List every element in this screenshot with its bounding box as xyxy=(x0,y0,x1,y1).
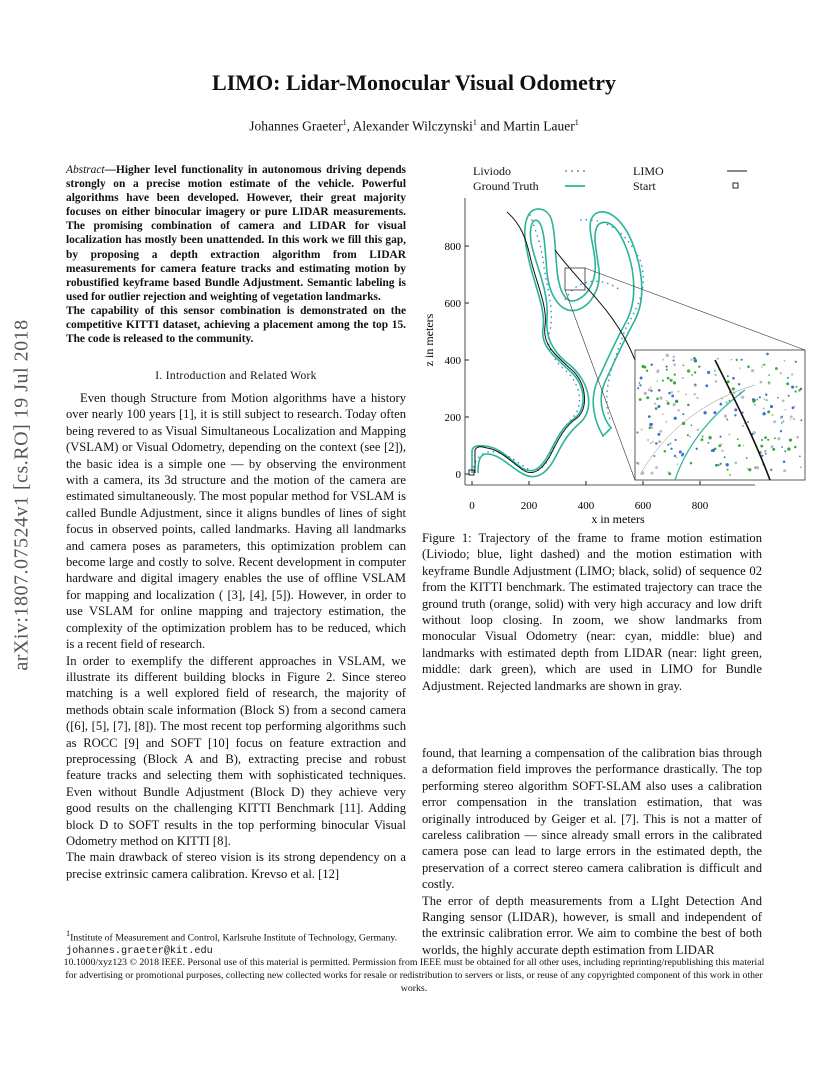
landmark-point xyxy=(721,450,723,452)
legend-label-liviodo: Liviodo xyxy=(473,164,511,178)
x-ticks xyxy=(472,481,700,485)
landmark-point xyxy=(767,410,770,413)
landmark-point xyxy=(655,442,657,444)
landmark-point xyxy=(734,408,737,411)
landmark-point xyxy=(775,367,778,370)
landmark-point xyxy=(761,366,763,368)
landmark-point xyxy=(764,450,767,453)
landmark-point xyxy=(713,411,716,414)
y-ticks xyxy=(465,246,469,474)
landmark-point xyxy=(673,359,675,361)
landmark-point xyxy=(772,448,775,451)
landmark-point xyxy=(796,436,799,439)
landmark-point xyxy=(641,471,644,474)
landmark-point xyxy=(642,365,645,368)
landmark-point xyxy=(736,359,738,361)
landmark-point xyxy=(649,426,652,429)
landmark-point xyxy=(695,384,697,386)
landmark-point xyxy=(777,437,780,440)
paragraph: The main drawback of stereo vision is its strong dependency on a precise extrinsic camera calibration. Krevso et al. [12] xyxy=(66,850,406,881)
landmark-point xyxy=(777,397,779,399)
landmark-point xyxy=(687,369,690,372)
liviodo-trajectory xyxy=(472,212,643,473)
landmark-point xyxy=(673,403,676,406)
landmark-point xyxy=(728,434,730,436)
landmark-point xyxy=(670,443,672,445)
y-tick-label: 200 xyxy=(444,412,461,424)
legend-label-limo: LIMO xyxy=(633,164,664,178)
landmark-point xyxy=(708,442,710,444)
landmark-point xyxy=(659,396,662,399)
legend-swatch-start xyxy=(733,183,738,188)
x-tick-label: 0 xyxy=(469,500,475,512)
landmark-point xyxy=(640,377,643,380)
landmark-point xyxy=(767,439,769,441)
landmark-point xyxy=(702,436,704,438)
landmark-point xyxy=(783,360,785,362)
landmark-point xyxy=(674,373,676,375)
landmark-point xyxy=(790,415,793,418)
landmark-point xyxy=(781,416,783,418)
landmark-point xyxy=(715,380,718,383)
landmark-point xyxy=(732,377,735,380)
landmark-point xyxy=(696,397,698,399)
landmark-point xyxy=(652,441,654,443)
abstract-text-2: The capability of this sensor combination is demonstrated on the competitive KITTI dataset, achieving a placement among the top 15. The code is released to the community. xyxy=(66,304,406,346)
author-affiliation-mark: 1 xyxy=(342,118,347,127)
landmark-point xyxy=(789,419,791,421)
landmark-point xyxy=(662,380,664,382)
y-tick-label: 400 xyxy=(444,355,461,367)
landmark-point xyxy=(720,443,722,445)
landmark-point xyxy=(665,421,667,423)
body-right-column xyxy=(422,745,762,958)
landmark-point xyxy=(748,468,751,471)
landmark-point xyxy=(681,454,683,456)
author-affiliation-mark: 1 xyxy=(472,118,477,127)
landmark-point xyxy=(676,401,678,403)
x-tick-label: 600 xyxy=(634,500,652,512)
landmark-point xyxy=(770,405,773,408)
landmark-point xyxy=(679,451,682,454)
landmark-point xyxy=(787,377,789,379)
landmark-point xyxy=(734,414,736,416)
x-tick-label: 200 xyxy=(520,500,538,512)
landmark-point xyxy=(648,415,651,418)
landmark-point xyxy=(754,404,756,406)
landmark-point xyxy=(691,374,693,376)
landmark-point xyxy=(756,399,758,401)
landmark-point xyxy=(785,409,787,411)
landmark-point xyxy=(720,463,722,465)
landmark-point xyxy=(780,372,782,374)
landmark-point xyxy=(676,457,678,459)
x-tick-label: 800 xyxy=(691,500,709,512)
landmark-point xyxy=(783,460,786,463)
landmark-point xyxy=(717,464,719,466)
landmark-point xyxy=(747,421,749,423)
landmark-point xyxy=(656,370,659,373)
landmark-point xyxy=(694,371,696,373)
landmark-point xyxy=(719,403,722,406)
landmark-point xyxy=(662,359,664,361)
landmark-point xyxy=(768,382,770,384)
landmark-point xyxy=(725,401,727,403)
landmark-point xyxy=(746,457,748,459)
landmark-point xyxy=(673,355,676,358)
landmark-point xyxy=(727,375,729,377)
landmark-point xyxy=(787,447,790,450)
landmark-point xyxy=(763,398,765,400)
section-heading: I. Introduction and Related Work xyxy=(155,370,317,382)
landmark-point xyxy=(670,448,672,450)
landmark-point xyxy=(726,418,728,420)
landmark-point xyxy=(770,469,772,471)
y-axis-label: z in meters xyxy=(422,313,436,367)
landmark-point xyxy=(734,461,737,464)
landmark-point xyxy=(707,371,710,374)
landmark-point xyxy=(796,386,798,388)
landmark-point xyxy=(788,395,790,397)
landmark-point xyxy=(731,359,733,361)
y-tick-label: 600 xyxy=(444,298,461,310)
landmark-point xyxy=(650,442,652,444)
landmark-point xyxy=(667,377,670,380)
landmark-point xyxy=(636,462,638,464)
landmark-point xyxy=(694,393,696,395)
landmark-point xyxy=(667,402,670,405)
landmark-point xyxy=(687,434,689,436)
landmark-point xyxy=(697,428,700,431)
landmark-point xyxy=(696,448,698,450)
landmark-point xyxy=(717,358,719,360)
landmark-point xyxy=(662,413,664,415)
landmark-point xyxy=(726,463,729,466)
x-tick-label: 400 xyxy=(577,500,595,512)
landmark-point xyxy=(702,440,704,442)
landmark-point xyxy=(644,392,647,395)
landmark-point xyxy=(747,468,749,470)
landmark-point xyxy=(682,377,684,379)
landmark-point xyxy=(751,369,754,372)
landmark-point xyxy=(651,364,653,366)
landmark-point xyxy=(675,439,677,441)
landmark-point xyxy=(659,430,662,433)
landmark-point xyxy=(756,466,759,469)
landmark-point xyxy=(768,374,770,376)
landmark-point xyxy=(742,425,744,427)
landmark-point xyxy=(781,446,783,448)
landmark-point xyxy=(674,455,676,457)
landmark-point xyxy=(789,439,792,442)
landmark-point xyxy=(780,430,782,432)
landmark-point xyxy=(761,439,763,441)
landmark-point xyxy=(737,438,739,440)
landmark-point xyxy=(641,429,643,431)
paragraph: Even though Structure from Motion algorithms have a history over nearly 100 years [1], it is still subject to research. Today often being revered to as Visual Simultaneous Localization and Mapping (VSLAM) or Visual Odometry, depending on the context (see [2]), the basic idea is a simple one — by observing the environment with a camera, its 3d structure and the motion of the camera are estimated simultaneously. The most popular method for VSLAM is called Bundle Adjustment, since it aligns bundles of lines of sight focus in observed points, called landmarks. Having all landmarks and camera poses as parameters, this optimization problem can become large and costly to solve. Recent development in computer hardware and digital imagery enables the use of offline VSLAM for mapping and localization ( [3], [4], [5]). However, in order to use VSLAM for online mapping and trajectory estimation, the complexity of the optimization problem has to be reduced, which is a recent field of research. xyxy=(66,391,406,652)
landmark-point xyxy=(739,367,741,369)
zoom-source-box xyxy=(565,268,585,290)
landmark-point xyxy=(664,450,667,453)
landmark-point xyxy=(703,411,706,414)
landmark-point xyxy=(766,353,768,355)
landmark-point xyxy=(794,446,797,449)
landmark-point xyxy=(676,463,678,465)
landmark-point xyxy=(671,391,673,393)
landmark-point xyxy=(760,445,763,448)
landmark-point xyxy=(683,365,685,367)
landmark-point xyxy=(690,462,693,465)
landmark-point xyxy=(666,369,668,371)
landmark-point xyxy=(651,472,654,475)
arxiv-id: arXiv:1807.07524v1 [cs.RO] 19 Jul 2018 xyxy=(10,319,33,671)
landmark-point xyxy=(691,424,693,426)
landmark-point xyxy=(685,394,687,396)
landmark-point xyxy=(656,398,659,401)
landmark-point xyxy=(712,449,715,452)
landmark-point xyxy=(793,418,795,420)
landmark-point xyxy=(670,379,673,382)
landmark-point xyxy=(656,381,658,383)
landmark-point xyxy=(766,399,768,401)
landmark-point xyxy=(654,403,656,405)
ground-truth-trajectory xyxy=(472,209,642,477)
landmark-point xyxy=(752,398,755,401)
landmark-point xyxy=(708,436,711,439)
landmark-point xyxy=(795,361,797,363)
landmark-point xyxy=(764,436,767,439)
landmark-point xyxy=(666,366,668,368)
landmark-point xyxy=(677,409,680,412)
landmark-point xyxy=(800,466,802,468)
legend-label-start: Start xyxy=(633,179,656,193)
landmark-point xyxy=(655,407,658,410)
landmark-point xyxy=(639,398,642,401)
landmark-point xyxy=(646,396,649,399)
landmark-point xyxy=(639,384,641,386)
landmark-point xyxy=(690,359,692,361)
landmark-point xyxy=(637,387,639,389)
landmark-point xyxy=(761,364,763,366)
landmark-point xyxy=(742,444,744,446)
landmark-point xyxy=(771,445,774,448)
landmark-point xyxy=(729,474,731,476)
landmark-point xyxy=(738,444,741,447)
landmark-point xyxy=(655,466,658,469)
landmark-point xyxy=(772,414,774,416)
landmark-point xyxy=(798,389,800,391)
landmark-point xyxy=(714,370,716,372)
landmark-point xyxy=(792,406,795,409)
landmark-point xyxy=(657,405,660,408)
abstract-label: Abstract xyxy=(66,164,105,176)
author-name: Alexander Wilczynski xyxy=(352,118,473,134)
landmark-point xyxy=(765,394,767,396)
landmark-point xyxy=(668,392,671,395)
landmark-point xyxy=(747,365,750,368)
landmark-point xyxy=(657,433,660,436)
landmark-point xyxy=(791,386,794,389)
landmark-point xyxy=(763,407,765,409)
paper-title: LIMO: Lidar-Monocular Visual Odometry xyxy=(212,70,616,95)
landmark-point xyxy=(687,404,690,407)
x-axis-label: x in meters xyxy=(591,512,645,526)
landmark-point xyxy=(705,384,708,387)
landmark-point xyxy=(773,420,776,423)
landmark-point xyxy=(783,420,785,422)
landmark-point xyxy=(732,387,735,390)
abstract-text: —Higher level functionality in autonomous driving depends strongly on a precise motion estimate of the vehicle. Powerful algorithms have been developed. However, their great majority focuses on either binocular imagery or pure LIDAR measurements. The promising combination of camera and LIDAR for visual localization has mostly been unattended. In this work we fill this gap, by proposing a depth extraction algorithm from LIDAR measurements for camera feature tracks and estimating motion by robustified keyframe based Bundle Adjustment. Semantic labeling is used for outlier rejection and weighting of vegetation landmarks. xyxy=(66,164,406,303)
landmark-point xyxy=(650,386,652,388)
landmark-point xyxy=(765,453,767,455)
landmark-point xyxy=(794,390,796,392)
y-tick-label: 800 xyxy=(444,241,461,253)
landmark-point xyxy=(760,381,763,384)
landmark-point xyxy=(774,437,776,439)
landmark-point xyxy=(636,431,638,433)
y-tick-label: 0 xyxy=(455,469,461,481)
landmark-point xyxy=(727,469,729,471)
landmark-point xyxy=(719,436,721,438)
landmark-point xyxy=(651,427,653,429)
landmark-point xyxy=(799,455,801,457)
footnote-mark: 1 xyxy=(66,929,71,938)
landmark-point xyxy=(782,399,785,402)
landmark-point xyxy=(666,354,669,357)
landmark-point xyxy=(649,423,652,426)
trajectories xyxy=(469,209,659,477)
footnote-text: Institute of Measurement and Control, Karlsruhe Institute of Technology, Germany. xyxy=(70,932,398,944)
landmark-point xyxy=(763,364,765,366)
landmark-point xyxy=(639,382,641,384)
landmark-point xyxy=(678,390,680,392)
landmark-point xyxy=(648,389,651,392)
landmark-point xyxy=(715,464,718,467)
landmark-point xyxy=(689,436,691,438)
landmark-point xyxy=(646,370,648,372)
legend xyxy=(473,164,747,193)
landmark-point xyxy=(738,383,740,385)
footnote xyxy=(66,927,406,958)
landmark-point xyxy=(693,357,696,360)
landmark-point xyxy=(698,365,700,367)
legend-label-ground-truth: Ground Truth xyxy=(473,179,539,193)
paragraph: In order to exemplify the different approaches in VSLAM, we illustrate its different building blocks in Figure 2. Since stereo matching is a well explored field of research, the majority of methods obtain scale information (Block S) from a second camera ([6], [5], [7], [8]). The most recent top performing algorithms such as ROCC [9] and SOFT [10] focus on feature extraction and preprocessing (Block A and B), extracting precise and robust feature tracks and selecting them with sophisticated techniques. Even without Bundle Adjustment (Block D) they achieve very good results on the challenging KITTI Benchmark [11]. Adding block D to SOFT results in the top performing binocular Visual Odometry method on KITTI [8]. xyxy=(66,653,406,848)
landmark-point xyxy=(673,363,676,366)
landmark-point xyxy=(783,469,786,472)
landmark-point xyxy=(759,396,761,398)
landmark-point xyxy=(674,417,677,420)
landmark-point xyxy=(800,419,802,421)
paragraph: found, that learning a compensation of the calibration bias through a deformation field improves the performance drastically. The top performing stereo algorithm SOFT-SLAM also uses a calibration error compensation in the translation estimation, that was originally introduced by Geiger et al. [7]. This is not a matter of careless calibration — since already small errors in the calibrated camera pose can lead to large errors in the estimated depth, the preservation of a correct stereo camera calibration is difficult and costly. xyxy=(422,746,762,892)
landmark-point xyxy=(658,440,661,443)
landmark-point xyxy=(781,422,783,424)
landmark-point xyxy=(647,439,649,441)
landmark-point xyxy=(741,396,744,399)
landmark-point xyxy=(724,415,727,418)
landmark-point xyxy=(673,381,676,384)
landmark-point xyxy=(741,359,743,361)
landmark-point xyxy=(667,444,669,446)
landmark-point xyxy=(784,450,786,452)
body-left-column xyxy=(66,390,406,882)
landmark-point xyxy=(682,413,684,415)
landmark-point xyxy=(653,455,655,457)
landmark-point xyxy=(762,412,765,415)
arxiv-stamp xyxy=(2,300,42,690)
landmark-point xyxy=(786,382,789,385)
author-list: Johannes Graeter$^1$, Alexander Wilczynski$^1$ and Martin Lauer$^1$ xyxy=(249,118,579,134)
landmark-point xyxy=(671,394,674,397)
abstract xyxy=(66,163,406,346)
landmark-point xyxy=(791,373,793,375)
paragraph: The error of depth measurements from a LIght Detection And Ranging sensor (LIDAR), however, is small and independent of the extrinsic calibration error. We aim to combine the best of both worlds, the highly accurate depth estimation from LIDAR xyxy=(422,893,762,957)
landmark-point xyxy=(724,456,726,458)
landmark-point xyxy=(650,390,652,392)
figure-caption: Figure 1: Trajectory of the frame to frame motion estimation (Liviodo; blue, light dashed) and the motion estimation with keyframe Bundle Adjustment (LIMO; black, solid) of sequence 02 from the KITTI benchmark. The estimated trajectory can trace the ground truth (orange, solid) with very high accuracy and low drift without loop closing. In zoom, we show landmarks from monocular Visual Odometry (near: cyan, middle: blue) and landmarks with estimated depth from LIDAR (near: light green, middle: dark green), which are used in LIMO for Bundle Adjustment. Rejected landmarks are shown in gray. xyxy=(422,531,762,693)
trajectory-figure xyxy=(422,160,785,530)
email-link[interactable]: johannes.graeter@kit.edu xyxy=(66,946,213,958)
limo-trajectory xyxy=(475,212,659,473)
author-name: Martin Lauer xyxy=(503,118,575,134)
landmark-point xyxy=(714,374,717,377)
copyright-notice: 10.1000/xyz123 © 2018 IEEE. Personal use of this material is permitted. Permission from IEEE must be obtained for all other uses, including reprinting/republishing this material for advertising or promotional purposes, collecting new collected works for resale or redistribution to servers or lists, or reuse of any copyrighted component of this work in other works. xyxy=(63,957,765,994)
author-name: Johannes Graeter xyxy=(249,118,343,134)
landmark-point xyxy=(666,400,668,402)
landmark-point xyxy=(658,389,661,392)
landmark-point xyxy=(761,455,763,457)
author-affiliation-mark: 1 xyxy=(574,118,579,127)
landmark-point xyxy=(667,471,669,473)
